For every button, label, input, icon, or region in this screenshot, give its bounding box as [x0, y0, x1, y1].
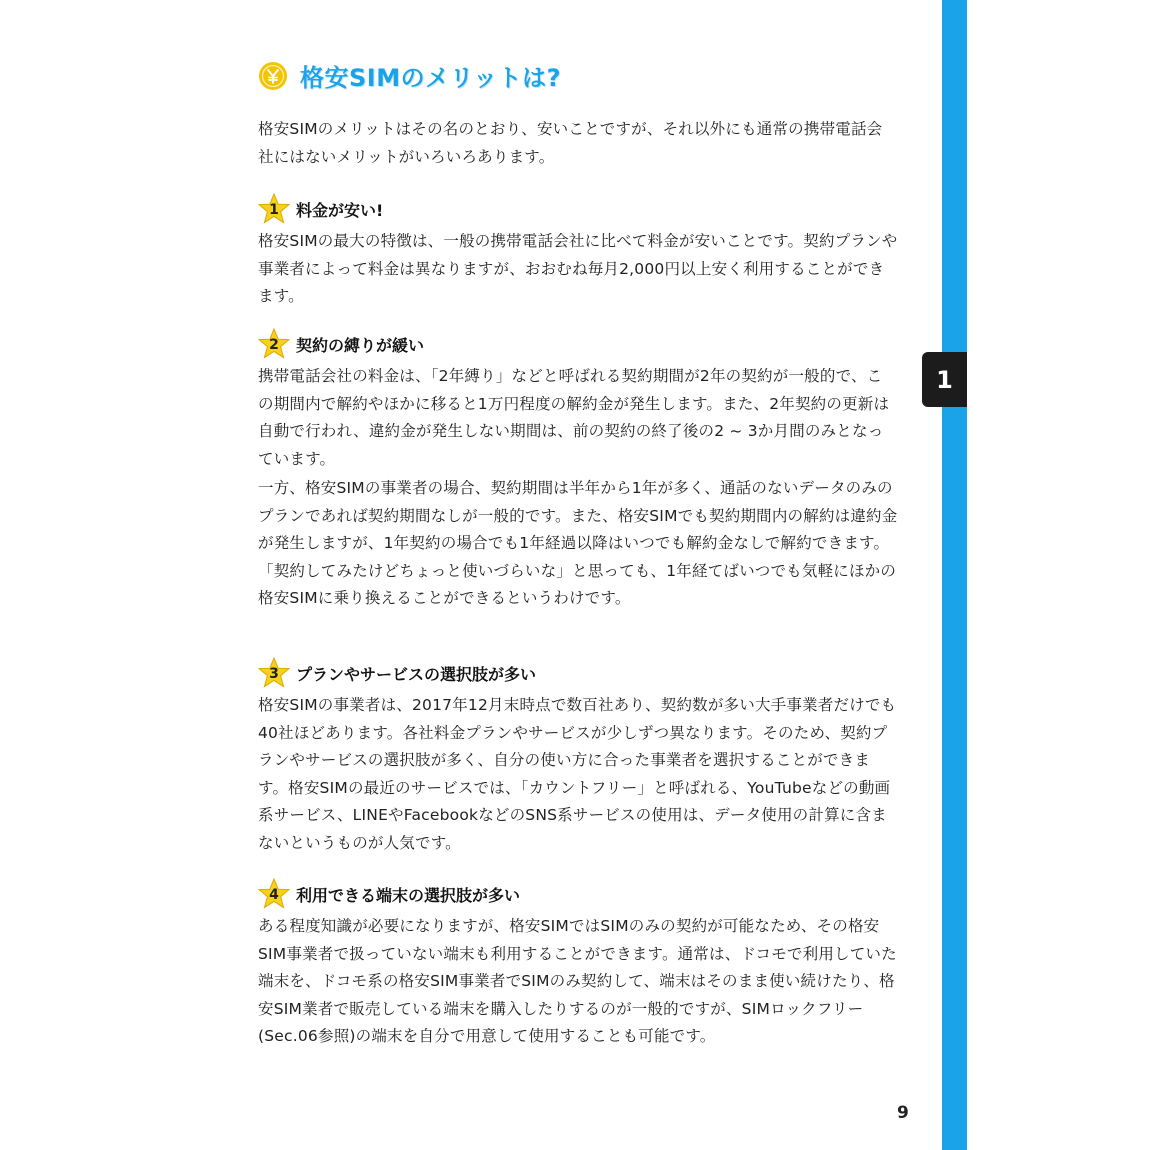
section-2 — [258, 327, 898, 613]
section-3 — [258, 656, 898, 857]
star-number-icon — [258, 193, 290, 225]
section-heading-row — [258, 877, 898, 911]
intro-paragraph: 格安SIMのメリットはその名のとおり、安いことですが、それ以外にも通常の携帯電話会社にはないメリットがいろいろあります。 — [258, 120, 883, 166]
chapter-tab: 1 — [922, 352, 967, 407]
section-4 — [258, 877, 898, 1051]
star-number-icon — [258, 328, 290, 360]
section-number: 3 — [269, 666, 279, 682]
section-number: 1 — [269, 202, 279, 218]
section-1 — [258, 192, 898, 311]
section-heading: 利用できる端末の選択肢が多い — [296, 885, 521, 905]
title-row — [258, 58, 561, 93]
star-number-icon — [258, 657, 290, 689]
tip-coin-icon — [258, 61, 288, 91]
section-heading: 契約の縛りが緩い — [296, 335, 425, 355]
section-heading: プランやサービスの選択肢が多い — [296, 664, 537, 684]
section-heading-row — [258, 327, 898, 361]
page-title: 格安SIMのメリットは? — [300, 64, 562, 92]
section-paragraph: 携帯電話会社の料金は、「2年縛り」などと呼ばれる契約期間が2年の契約が一般的で、この期間内で解約やほかに移ると1万円程度の解約金が発生します。また、2年契約の更新は自動で行われ、違約金が発生しない期間は、前の契約の終了後の2 ~ 3か月間のみとなっています。 — [258, 367, 890, 468]
section-heading: 料金が安い! — [296, 200, 384, 220]
section-number: 4 — [269, 887, 279, 903]
section-paragraph: 格安SIMの事業者は、2017年12月末時点で数百社あり、契約数が多い大手事業者だけでも40社ほどあります。各社料金プランやサービスが少しずつ異なります。そのため、契約プランやサービスの選択肢が多く、自分の使い方に合った事業者を選択することができます。格安SIMの最近のサービスでは、「カウントフリー」と呼ばれる、YouTubeなどの動画系サービス、LINEやFacebookなどのSNS系サービスの使用は、データ使用の計算に含まないというものが人気です。 — [258, 696, 897, 852]
section-paragraph: ある程度知識が必要になりますが、格安SIMではSIMのみの契約が可能なため、その格安SIM事業者で扱っていない端末も利用することができます。通常は、ドコモで利用していた端末を、ドコモ系の格安SIM事業者でSIMのみ契約して、端末はそのまま使い続けたり、格安SIM業者で販売している端末を購入したりするのが一般的ですが、SIMロックフリー(Sec.06参照)の端末を自分で用意して使用することも可能です。 — [258, 917, 897, 1045]
section-paragraph: 一方、格安SIMの事業者の場合、契約期間は半年から1年が多く、通話のないデータのみのプランであれば契約期間なしが一般的です。また、格安SIMでも契約期間内の解約は違約金が発生しますが、1年契約の場合でも1年経過以降はいつでも解約金なしで解約できます。「契約してみたけどちょっと使いづらいな」と思っても、1年経てばいつでも気軽にほかの格安SIMに乗り換えることができるというわけです。 — [258, 479, 898, 607]
page-number: 9 — [897, 1103, 909, 1123]
star-number-icon — [258, 878, 290, 910]
section-number: 2 — [269, 337, 279, 353]
chapter-side-bar — [942, 0, 967, 1150]
section-paragraph: 格安SIMの最大の特徴は、一般の携帯電話会社に比べて料金が安いことです。契約プランや事業者によって料金は異なりますが、おおむね毎月2,000円以上安く利用することができます。 — [258, 232, 898, 305]
section-heading-row — [258, 656, 898, 690]
section-heading-row — [258, 192, 898, 226]
